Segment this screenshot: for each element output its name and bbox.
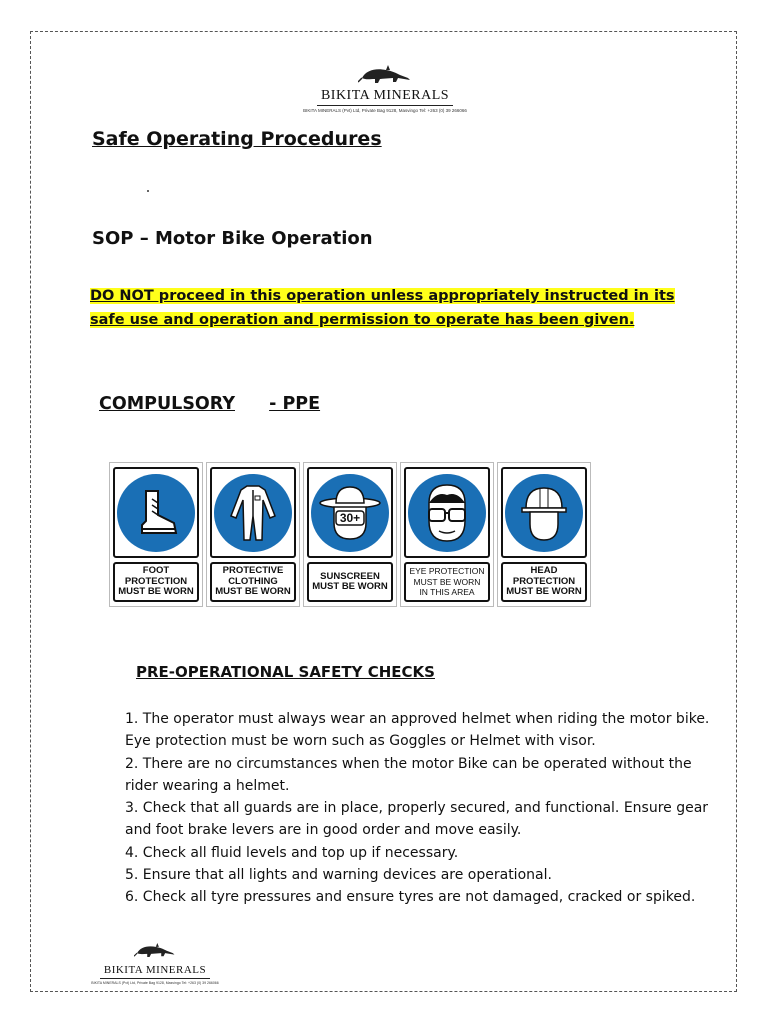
list-item: 6. Check all tyre pressures and ensure tyres are not damaged, cracked or spiked.: [125, 889, 696, 906]
company-name: BIKITA MINERALS: [317, 89, 453, 106]
hardhat-icon: [516, 482, 572, 544]
ppe-heading: [99, 394, 320, 414]
company-logo: [300, 64, 470, 113]
page-title: Safe Operating Procedures: [92, 128, 382, 150]
sign-label-sunscreen: SUNSCREEN MUST BE WORN: [307, 562, 393, 602]
warning-text: DO NOT proceed in this operation unless appropriately instructed in its safe use and operation and permission to operate has been given.: [90, 288, 675, 328]
sign-label-head: HEAD PROTECTION MUST BE WORN: [501, 562, 587, 602]
list-item: 3. Check that all guards are in place, properly secured, and functional. Ensure gear and foot brake levers are in good order and move easily.: [125, 800, 709, 839]
goggles-icon: [417, 481, 477, 545]
aardvark-icon: [134, 942, 176, 958]
ppe-heading-left: COMPULSORY: [99, 394, 235, 414]
ppe-sign-eye: [400, 462, 494, 607]
spf-badge: 30+: [339, 510, 361, 525]
sign-label-eye: EYE PROTECTION MUST BE WORN IN THIS AREA: [404, 562, 490, 602]
list-item: 5. Ensure that all lights and warning devices are operational.: [125, 867, 552, 884]
boot-icon: [128, 485, 184, 541]
list-item: 4. Check all fluid levels and top up if necessary.: [125, 844, 459, 861]
sop-title: SOP – Motor Bike Operation: [92, 228, 373, 249]
stray-dot: [147, 190, 149, 192]
company-tagline: BIKITA MINERALS (Pvt) Ltd, Private Bag 9128, Masvingo Tel: +263 (0) 39 266066: [303, 108, 467, 113]
sign-label-foot: FOOT PROTECTION MUST BE WORN: [113, 562, 199, 602]
ppe-sign-head: [497, 462, 591, 607]
list-item: 1. The operator must always wear an approved helmet when riding the motor bike. Eye protection must be worn such as Goggles or Helmet with visor.: [125, 711, 710, 750]
ppe-sign-clothing: [206, 462, 300, 607]
warning-notice: [90, 284, 690, 332]
ppe-sign-sunscreen: [303, 462, 397, 607]
checks-heading: PRE-OPERATIONAL SAFETY CHECKS: [136, 663, 435, 681]
sunhat-icon: [318, 483, 382, 543]
sign-label-clothing: PROTECTIVE CLOTHING MUST BE WORN: [210, 562, 296, 602]
ppe-sign-foot: [109, 462, 203, 607]
ppe-heading-right: - PPE: [269, 394, 321, 414]
ppe-signs: [109, 462, 591, 607]
company-logo-footer: [90, 942, 220, 985]
list-item: 2. There are no circumstances when the motor Bike can be operated without the rider wearing a helmet.: [125, 755, 692, 794]
company-tagline-footer: BIKITA MINERALS (Pvt) Ltd, Private Bag 9128, Masvingo Tel: +263 (0) 39 266066: [91, 981, 219, 985]
aardvark-icon: [358, 64, 412, 84]
checks-list: [125, 708, 715, 909]
coverall-icon: [225, 482, 281, 544]
company-name-footer: BIKITA MINERALS: [100, 965, 210, 979]
